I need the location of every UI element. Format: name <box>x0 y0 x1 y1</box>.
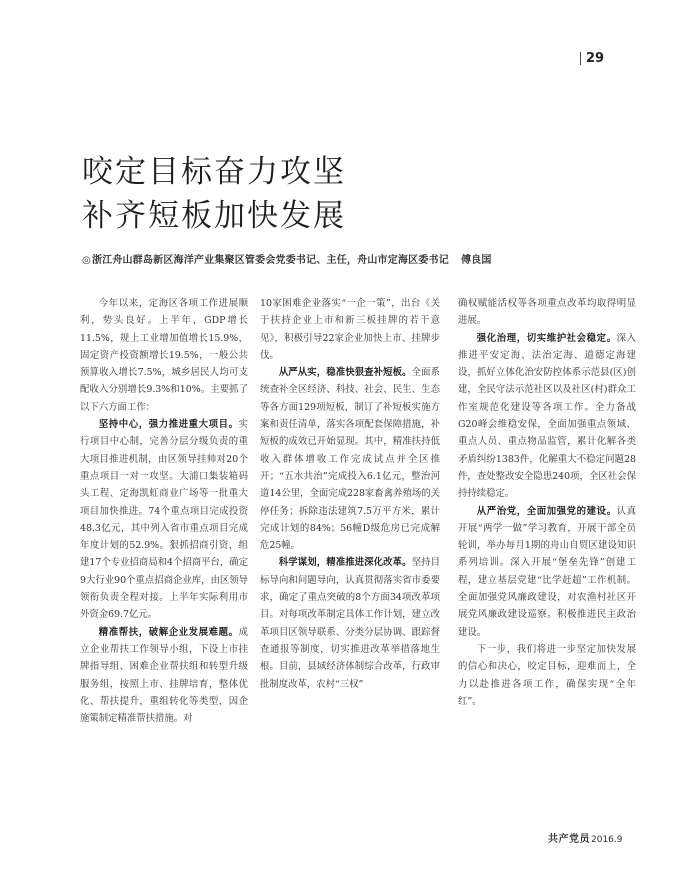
section-body: 成立企业帮扶工作领导小组，下设上市挂牌指导组、困难企业帮扶组和转型升级服务组，按照上市、挂牌培育，整体优化、帮扶提升，重组转化等类型，因企施策制定精准帮扶措施。对 <box>80 626 248 725</box>
section-heading: 精准帮扶，破解企业发展难题。 <box>98 626 239 638</box>
section-heading: 科学谋划，精准推进深化改革。 <box>278 557 412 569</box>
section-heading: 从严治党，全面加强党的建设。 <box>476 505 617 517</box>
section-body: 认真开展“两学一做”学习教育，开展干部全员轮训，举办每月1期的舟山自贸区建设知识系列培训。深入开展“堡垒先锋”创建工程，建立基层党建“比学赶超”工作机制。全面加强党风廉政建设，对农渔村社区开展党风廉政建设巡察。积极推进民主政治建设。 <box>458 505 636 638</box>
section-heading: 从严从实，稳准快狠查补短板。 <box>278 367 412 379</box>
paragraph <box>260 554 440 692</box>
paragraph: 确权赋能活权等各项重点改革均取得明显进展。 <box>458 298 636 327</box>
paragraph: 今年以来，定海区各项工作进展顺利，势头良好。上半年，GDP增长11.5%，规上工业增加值增长15.9%，固定资产投资额增长19.5%，一般公共预算收入增长7.5%，城乡居民人均可支配收入分别增长9.3%和10%。主要抓了以下六方面工作： <box>80 298 248 413</box>
title-line-1: 咬定目标奋力攻坚 <box>82 154 346 190</box>
paragraph: 下一步，我们将进一步坚定加快发展的信心和决心，咬定目标，迎难而上，全力以赴推进各项工作，确保实现“全年红”。 <box>458 643 636 707</box>
section-body: 坚持目标导向和问题导向，认真贯彻落实省市委要求，确定了重点突破的8个方面34项改革项目。对每项改革制定具体工作计划，建立改革项目区领导联系、分类分层协调、跟踪督查通报等制度，切实推进改革举措落地生根。目前，县域经济体制综合改革，行政审批制度改革，农村“三权” <box>260 557 440 690</box>
byline-mark: ◎ <box>82 255 91 266</box>
author-name: 傅良国 <box>460 255 492 266</box>
article-column-1 <box>80 295 248 727</box>
paragraph <box>80 416 248 624</box>
byline <box>82 251 622 266</box>
paragraph <box>458 503 636 641</box>
magazine-logo: 共产党员 <box>548 834 590 845</box>
issue-date: 2016.9 <box>591 835 623 845</box>
article-column-3 <box>458 295 636 710</box>
author-title: 浙江舟山群岛新区海洋产业集聚区管委会党委书记、主任，舟山市定海区委书记 <box>91 255 449 266</box>
section-body: 实行项目中心制，完善分层分级负责的重大项目推进机制，由区领导挂帅对20个重点项目一对一攻坚。大浦口集装箱码头工程、定海凯虹商业广场等一批重大项目加快推进。74个重点项目完成投资48.3亿元，其中列入省市重点项目完成年度计划的52.9%。狠抓招商引资，组建17个专业招商局和4个招商平台，确定9大行业90个重点招商企业库，由区领导领衔负责全程对接。上半年实际利用市外资金69.7亿元。 <box>80 419 248 621</box>
section-body: 全面系统查补全区经济、科技、社会、民生、生态等各方面129项短板，制订了补短板实施方案和责任清单，落实各项配套保障措施，补短板的成效已开始显现。其中，精准扶持低收入群体增收工作完成试点并全区推开；“五水共治”完成投入6.1亿元，整治河道14公里，全面完成228家畜禽养殖场的关停任务；拆除违法建筑7.5万平方米，累计完成计划的84%；56幢D级危房已完成解危25幢。 <box>260 367 440 552</box>
title-line-2: 补齐短板加快发展 <box>82 198 346 234</box>
paragraph <box>80 624 248 728</box>
magazine-footer <box>548 830 623 845</box>
section-heading: 强化治理，切实维护社会稳定。 <box>476 332 617 344</box>
paragraph: 10家困难企业落实“一企一策”，出台《关于扶持企业上市和新三板挂牌的若干意见》，积极引导22家企业加快上市、挂牌步伐。 <box>260 298 440 361</box>
paragraph <box>260 364 440 554</box>
page-number: 29 <box>580 52 604 65</box>
paragraph <box>458 330 636 503</box>
section-heading: 坚持中心，强力推进重大项目。 <box>98 419 239 431</box>
section-body: 深入推进平安定海、法治定海、道德定海建设，抓好立体化治安防控体系示范县(区)创建，全民守法示范社区以及社区(村)群众工作室规范化建设等各项工作。全力备战G20峰会维稳安保，全面加强重点领域、重点人员、重点物品监管，累计化解各类矛盾纠纷1383件，化解重大不稳定问题28件，查处整改安全隐患240项，全区社会保持持续稳定。 <box>458 332 636 500</box>
article-column-2 <box>260 295 440 693</box>
article-title <box>82 150 346 238</box>
